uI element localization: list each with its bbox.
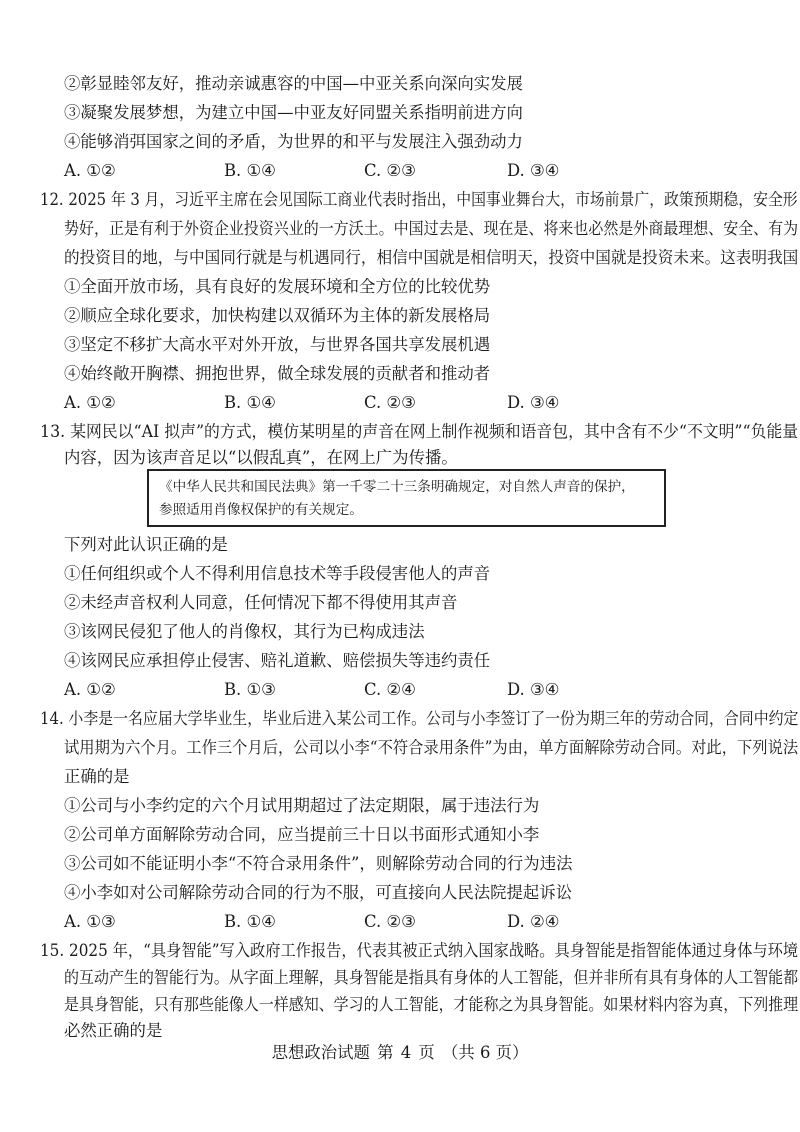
q14-option-b: B. ①④ [224, 912, 276, 931]
q13-stem-line-2: 内容，因为该声音足以“以假乱真”，在网上广为传播。 [64, 448, 458, 467]
q12-option-d: D. ③④ [507, 393, 560, 412]
q11-option-c: C. ②③ [364, 161, 416, 180]
footer-subject: 思想政治试题 [271, 1043, 370, 1062]
q12-item-4: ④始终敞开胸襟、拥抱世界，做全球发展的贡献者和推动者 [64, 364, 491, 383]
q14-option-a: A. ①③ [64, 912, 116, 931]
q12-item-3: ③坚定不移扩大高水平对外开放，与世界各国共享发展机遇 [64, 335, 491, 354]
q13-option-b: B. ①③ [224, 680, 276, 699]
q13-law-excerpt-box [147, 469, 666, 527]
q13-item-3: ③该网民侵犯了他人的肖像权，其行为已构成违法 [64, 622, 425, 641]
q14-stem-line-1: 14. 小李是一名应届大学毕业生，毕业后进入某公司工作。公司与小李签订了一份为期三年的劳动合同，合同中约定 [40, 709, 799, 728]
q14-item-4: ④小李如对公司解除劳动合同的行为不服，可直接向人民法院提起诉讼 [64, 883, 573, 902]
footer-page-label: 第 [377, 1043, 394, 1062]
page-footer [0, 1042, 800, 1064]
q12-stem-line-1: 12. 2025 年 3 月，习近平主席在会见国际工商业代表时指出，中国事业舞台大，市场前景广，政策预期稳，安全形 [40, 190, 798, 209]
footer-total-pages: （共 6 页） [442, 1043, 529, 1062]
q11-option-b: B. ①④ [224, 161, 276, 180]
q12-option-a: A. ①② [64, 393, 116, 412]
q14-stem-line-3: 正确的是 [64, 767, 130, 786]
q13-question: 下列对此认识正确的是 [64, 535, 228, 554]
q13-stem-line-1: 13. 某网民以“AI 拟声”的方式，模仿某明星的声音在网上制作视频和语音包，其中含有不少“不文明”“负能量 [40, 422, 799, 441]
q15-stem-line-2: 的互动产生的智能行为。从字面上理解，具身智能是指具有身体的人工智能，但并非所有具有身体的人工智能都 [64, 968, 799, 987]
q14-item-3: ③公司如不能证明小李“不符合录用条件”，则解除劳动合同的行为违法 [64, 854, 573, 873]
q14-item-1: ①公司与小李约定的六个月试用期超过了法定期限，属于违法行为 [64, 796, 540, 815]
q14-stem-line-2: 试用期为六个月。工作三个月后，公司以小李“不符合录用条件”为由，单方面解除劳动合同。对此，下列说法 [64, 738, 799, 757]
footer-page-unit: 页 [418, 1043, 435, 1062]
q12-item-1: ①全面开放市场，具有良好的发展环境和全方位的比较优势 [64, 277, 491, 296]
q14-option-c: C. ②③ [364, 912, 416, 931]
q13-item-2: ②未经声音权利人同意，任何情况下都不得使用其声音 [64, 593, 458, 612]
q13-option-a: A. ①② [64, 680, 116, 699]
q14-option-d: D. ②④ [507, 912, 560, 931]
q14-item-2: ②公司单方面解除劳动合同，应当提前三十日以书面形式通知小李 [64, 825, 540, 844]
q15-stem-line-4: 必然正确的是 [64, 1021, 163, 1040]
q11-item-3: ③凝聚发展梦想，为建立中国—中亚友好同盟关系指明前进方向 [64, 103, 523, 122]
q12-option-b: B. ①④ [224, 393, 276, 412]
q13-law-excerpt-line-2: 参照适用肖像权保护的有关规定。 [159, 502, 363, 518]
q13-item-4: ④该网民应承担停止侵害、赔礼道歉、赔偿损失等违约责任 [64, 651, 491, 670]
q12-item-2: ②顺应全球化要求，加快构建以双循环为主体的新发展格局 [64, 306, 491, 325]
footer-page-number: 4 [400, 1043, 412, 1062]
q13-option-d: D. ③④ [507, 680, 560, 699]
q13-option-c: C. ②④ [364, 680, 416, 699]
q11-item-2: ②彰显睦邻友好，推动亲诚惠容的中国—中亚关系向深向实发展 [64, 74, 523, 93]
q12-stem-line-2: 势好，正是有利于外资企业投资兴业的一方沃土。中国过去是、现在是、将来也必然是外商最理想、安全、有为 [64, 219, 799, 238]
q13-item-1: ①任何组织或个人不得利用信息技术等手段侵害他人的声音 [64, 564, 491, 583]
q15-stem-line-1: 15. 2025 年，“具身智能”写入政府工作报告，代表其被正式纳入国家战略。具身智能是指智能体通过身体与环境 [40, 941, 799, 960]
q12-stem-line-3: 的投资目的地，与中国同行就是与机遇同行，相信中国就是相信明天，投资中国就是投资未来。这表明我国 [64, 248, 799, 267]
q13-law-excerpt-line-1: 《中华人民共和国民法典》第一千零二十三条明确规定，对自然人声音的保护， [159, 479, 635, 495]
q11-option-d: D. ③④ [507, 161, 560, 180]
q11-option-a: A. ①② [64, 161, 116, 180]
q11-item-4: ④能够消弭国家之间的矛盾，为世界的和平与发展注入强劲动力 [64, 132, 523, 151]
q15-stem-line-3: 是具身智能，只有那些能像人一样感知、学习的人工智能，才能称之为具身智能。如果材料内容为真，下列推理 [64, 995, 799, 1014]
q12-option-c: C. ②③ [364, 393, 416, 412]
